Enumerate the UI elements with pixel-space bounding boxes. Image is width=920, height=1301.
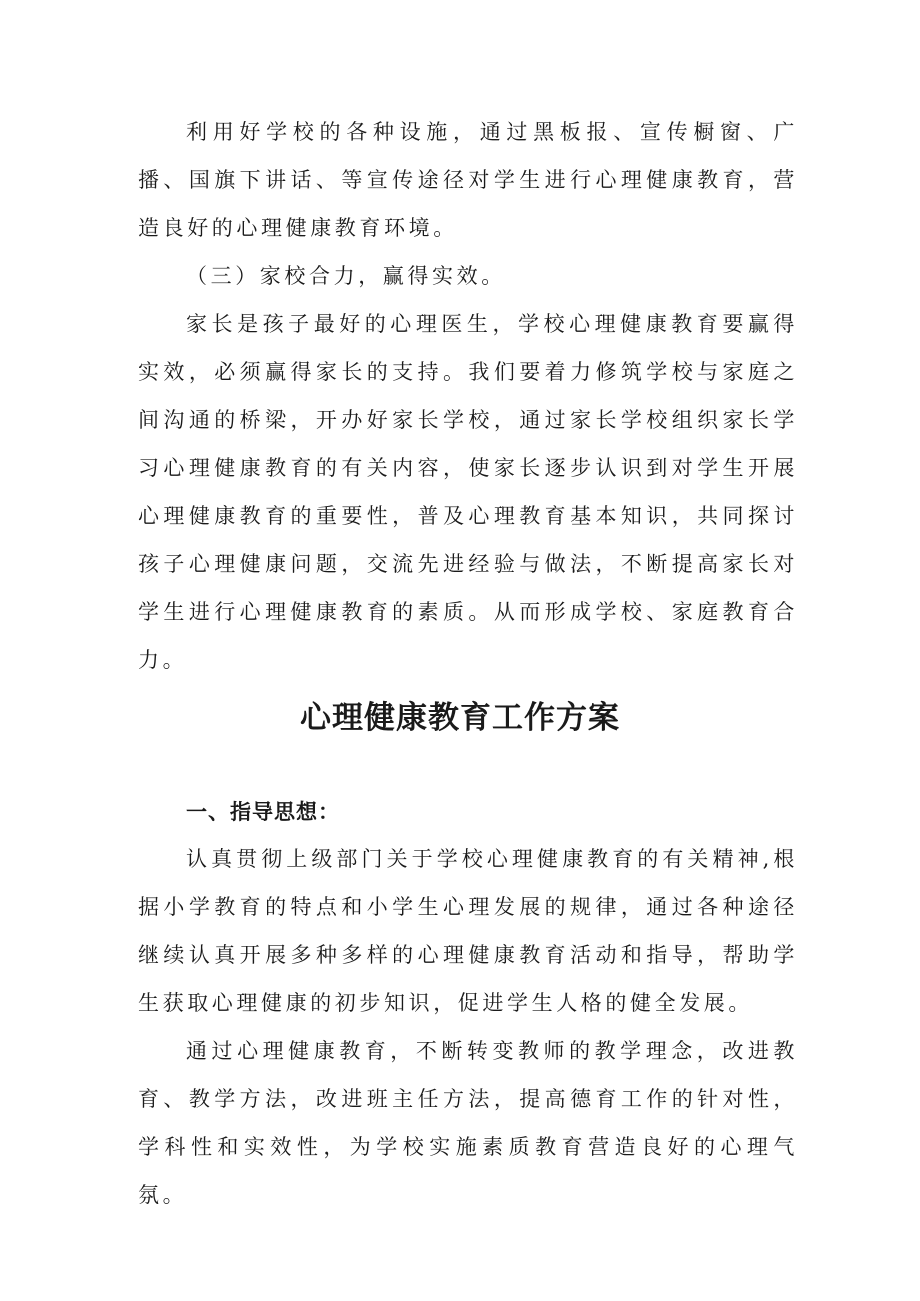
paragraph-teacher-development: 通过心理健康教育，不断转变教师的教学理念，改进教育、教学方法，改进班主任方法，提高德育工作的针对性，学科性和实效性，为学校实施素质教育营造良好的心理气氛。 — [138, 1039, 798, 1207]
paragraph-facilities: 利用好学校的各种设施，通过黑板报、宣传橱窗、广播、国旗下讲话、等宣传途径对学生进行心理健康教育，营造良好的心理健康教育环境。 — [138, 120, 798, 240]
document-title: 心理健康教育工作方案 — [300, 700, 620, 736]
paragraph-guiding-ideology: 认真贯彻上级部门关于学校心理健康教育的有关精神,根据小学教育的特点和小学生心理发展的规律，通过各种途径继续认真开展多种多样的心理健康教育活动和指导，帮助学生获取心理健康的初步知识，促进学生人格的健全发展。 — [138, 847, 798, 1015]
section-heading-guiding-ideology: 一、指导思想： — [186, 800, 340, 824]
subheading-home-school: （三）家校合力，赢得实效。 — [186, 264, 506, 288]
paragraph-parents: 家长是孩子最好的心理医生，学校心理健康教育要赢得实效，必须赢得家长的支持。我们要着力修筑学校与家庭之间沟通的桥梁，开办好家长学校，通过家长学校组织家长学习心理健康教育的有关内容，使家长逐步认识到对学生开展心理健康教育的重要性，普及心理教育基本知识，共同探讨孩子心理健康问题，交流先进经验与做法，不断提高家长对学生进行心理健康教育的素质。从而形成学校、家庭教育合力。 — [138, 312, 798, 672]
